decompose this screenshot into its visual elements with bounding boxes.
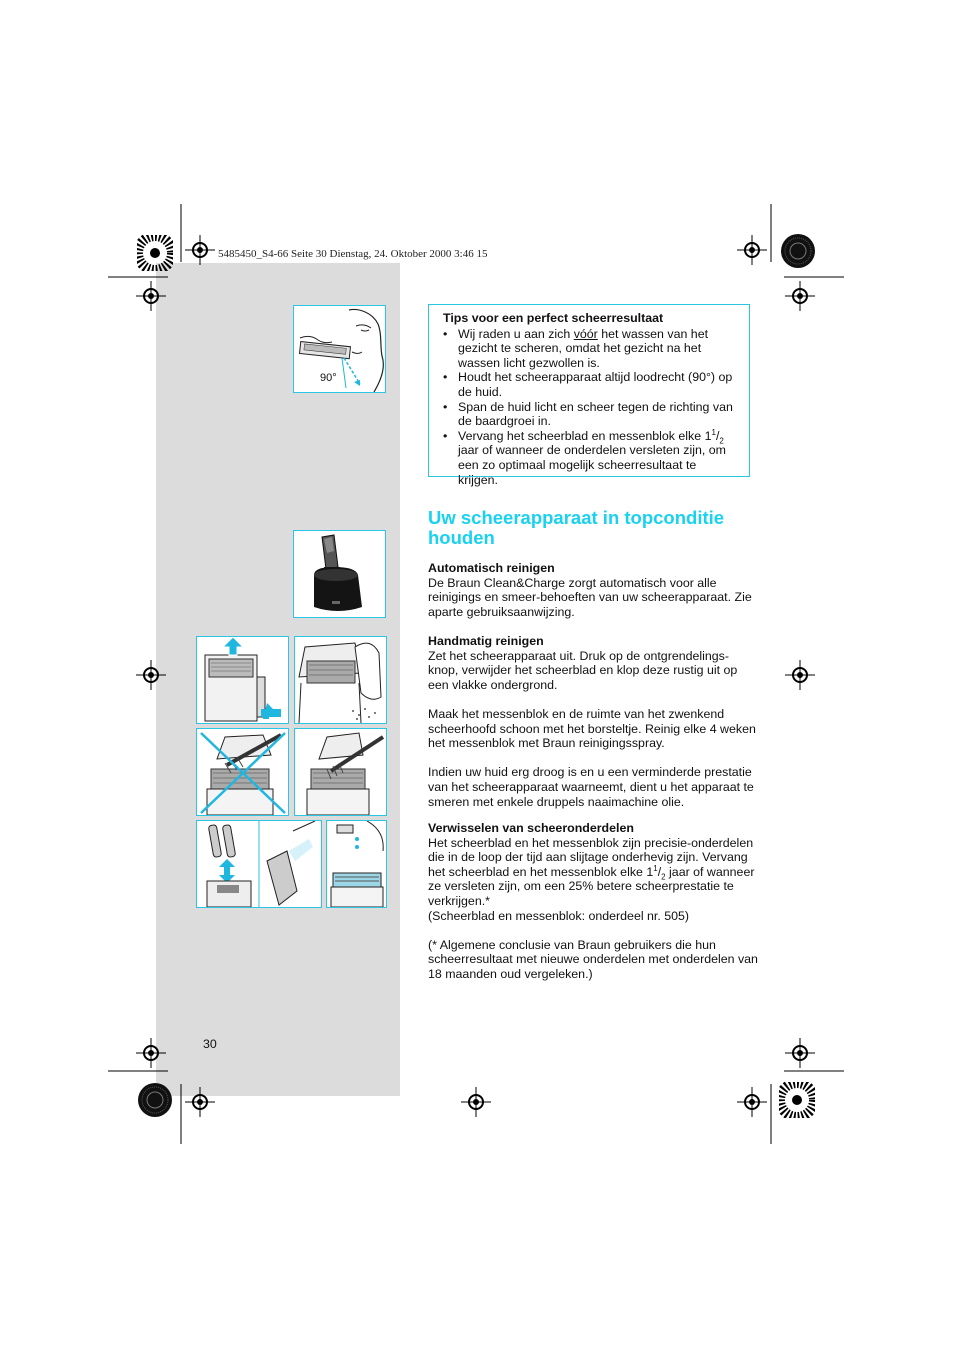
fraction-slash: / (715, 428, 720, 443)
manual-clean-section (428, 634, 758, 809)
registration-mark-icon (737, 235, 767, 265)
tips-list (443, 327, 739, 488)
tip-item (443, 327, 739, 371)
replace-text: jaar of wanneer ze versleten zijn, om een 25% betere scheerprestatie te verkrijgen.* (428, 864, 755, 908)
registration-mark-icon (785, 660, 815, 690)
tips-box (428, 304, 750, 487)
auto-clean-section (428, 561, 758, 619)
registration-mark-icon (737, 1087, 767, 1117)
clean-charge-station-illustration (293, 530, 386, 618)
print-header: 5485450_S4-66 Seite 30 Dienstag, 24. Oktober 2000 3:46 15 (218, 248, 488, 260)
registration-mark-icon (136, 1038, 166, 1068)
replace-text: Het scheerblad en het messenblok zijn precisie-onderdelen die in de loop der tijd aan slijtage onderhevig zijn. Vervang het scheerblad en het messenblok elke 1 (428, 835, 754, 879)
tip-emphasis: vóór (573, 326, 598, 341)
cleaning-spray-illustration (196, 820, 322, 908)
tip-text: Vervang het scheerblad en messenblok elke 1 (458, 428, 712, 443)
replace-parts-paragraph (428, 836, 758, 909)
part-number-note: (Scheerblad en messenblok: onderdeel nr. 505) (428, 908, 690, 923)
section-title: Uw scheerapparaat in topconditie houden (428, 507, 725, 548)
fraction-denominator: 2 (661, 872, 666, 882)
starburst-target-icon (779, 1082, 815, 1118)
do-not-brush-foil-illustration (196, 728, 289, 816)
oil-cutter-illustration (326, 820, 387, 908)
brush-cutter-block-illustration (294, 728, 387, 816)
registration-mark-icon (461, 1087, 491, 1117)
tips-title: Tips voor een perfect scheerresultaat (443, 311, 664, 325)
tip-text: Wij raden u aan zich (458, 326, 574, 341)
replace-parts-heading: Verwisselen van scheeronderdelen (428, 821, 634, 835)
replace-parts-section (428, 821, 758, 982)
auto-clean-heading: Automatisch reinigen (428, 561, 555, 575)
page-number: 30 (203, 1037, 217, 1051)
tip-item (443, 429, 739, 487)
starburst-target-icon (780, 233, 816, 269)
fraction-denominator: 2 (719, 436, 724, 446)
tip-item: • Houdt het scheerapparaat altijd loodrecht (90°) op de huid. (443, 370, 739, 399)
registration-mark-icon (785, 1038, 815, 1068)
registration-mark-icon (185, 235, 215, 265)
tip-text: jaar of wanneer de onderdelen versleten zijn, om een zo optimaal mogelijk scheerresultaat te krijgen. (458, 443, 726, 487)
tap-out-foil-illustration (294, 636, 387, 724)
fraction-numerator: 1 (653, 863, 658, 873)
starburst-target-icon (137, 1082, 173, 1118)
tip-text: het wassen van het gezicht te scheren, omdat het gezicht na het wassen licht gezwollen is. (458, 326, 709, 370)
shaving-angle-illustration (293, 305, 386, 393)
registration-mark-icon (136, 660, 166, 690)
angle-label: 90° (320, 372, 337, 384)
auto-clean-text: De Braun Clean&Charge zorgt automatisch voor alle reinigings en smeer-behoeften van uw scheerapparaat. Zie aparte gebruiksaanwijzing. (428, 575, 752, 619)
footnote: (* Algemene conclusie van Braun gebruikers die hun scheerresultaat met nieuwe onderdelen met onderdelen van 18 maanden oud vergeleken.) (428, 937, 758, 981)
manual-clean-paragraph: Indien uw huid erg droog is en u een verminderde prestatie van het scheerapparaat waarneemt, dient u het apparaat te smeren met enkele druppels naaimachine olie. (428, 765, 754, 809)
fraction-numerator: 1 (711, 427, 716, 437)
manual-clean-paragraph: Zet het scheerapparaat uit. Druk op de ontgrendelings-knop, verwijder het scheerblad en klop deze rustig uit op een vlakke ondergrond. (428, 648, 738, 692)
fraction-slash: / (657, 864, 662, 879)
registration-mark-icon (136, 281, 166, 311)
tip-item: • Span de huid licht en scheer tegen de richting van de baardgroei in. (443, 400, 739, 429)
manual-clean-paragraph: Maak het messenblok en de ruimte van het zwenkend scheerhoofd schoon met het borsteltje. Reinig elke 4 weken het messenblok met Braun reinigingsspray. (428, 706, 756, 751)
release-foil-illustration (196, 636, 289, 724)
manual-clean-heading: Handmatig reinigen (428, 634, 544, 648)
starburst-target-icon (137, 235, 173, 271)
registration-mark-icon (785, 281, 815, 311)
registration-mark-icon (185, 1087, 215, 1117)
